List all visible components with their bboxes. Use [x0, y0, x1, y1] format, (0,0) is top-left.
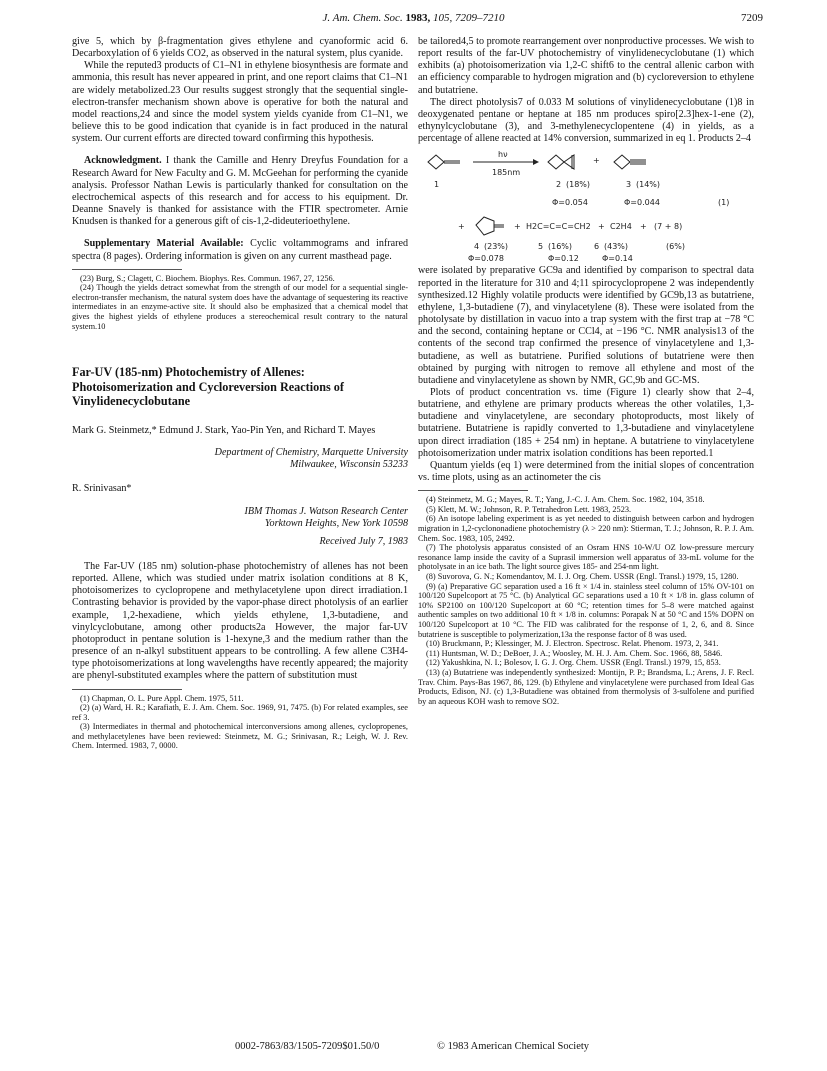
author-2: R. Srinivasan* — [72, 483, 132, 495]
structure-1 — [428, 155, 460, 169]
arrow-head — [533, 159, 539, 165]
ethylene-formula: C2H4 — [610, 222, 632, 232]
article-title: Far-UV (185-nm) Photochemistry of Allenes: Photoisomerization and Cycloreversion Reactions of Vinylidenecyclobutane — [72, 365, 344, 409]
paragraph: While the reputed3 products of C1–N1 in ethylene biosynthesis are formate and ammonia, this result has never appeared in print, and one report claims that C1–N1 are widely metabolized.23 Our results suggest strongly that the sequential single-electron-transfer mechanism shown above is operative for both the natural and model reactions,24 and since the model system yields cyanide from C1–N1, we believe this to be good indication that cyanide is in fact produced in the natural system. Our current efforts are directed toward confirming this hypothesis. — [72, 60, 408, 145]
footnote: (5) Klett, M. W.; Johnson, R. P. Tetrahedron Lett. 1983, 2523. — [426, 504, 632, 514]
plus-sign: + — [598, 222, 605, 232]
plus-sign: + — [458, 222, 465, 232]
plus-sign: + — [514, 222, 521, 232]
footnote: (7) The photolysis apparatus consisted of an Osram HNS 10-W/U OZ low-pressure mercury resonance lamp inside the cavity of a Suprasil immersion well apparatus of 33-mL volume for the photolysate in an ice bath. The light source gives 185- and 254-nm light. — [418, 543, 754, 572]
yield-7-8: (6%) — [666, 242, 685, 252]
phi-5: Φ=0.12 — [548, 254, 579, 264]
plus-sign: + — [593, 156, 600, 166]
label-2: 2 — [556, 180, 562, 190]
label-3: 3 — [626, 180, 632, 190]
supplementary-body: Cyclic voltammograms and infrared spectra (8 pages). Ordering information is given on any current masthead page. — [72, 238, 408, 262]
footnote: (13) (a) Butatriene was independently synthesized: Montijn, P. P.; Brandsma, L.; Arens, J. F. Recl. Trav. Chim. Pays-Bas 1967, 86, 129. (b) Ethylene and vinylacetylene were purchased from Ideal Gas Products, Edison, NJ. (c) 1,3-Butadiene was obtained from thermolysis of 3-sulfolene and purified by an aqueous KOH wash to remove SO2. — [418, 667, 754, 706]
structure-3 — [614, 155, 646, 169]
journal-citation: J. Am. Chem. Soc. 1983, 105, 7209–7210 — [322, 12, 505, 24]
article-code: 0002-7863/83/1505-7209$01.50/0 — [235, 1041, 380, 1052]
reaction-scheme — [418, 149, 754, 263]
paragraph: be tailored4,5 to promote rearrangement over nonproductive processes. We wish to report results of the far-UV photochemistry of vinylidenecyclobutane (1) which exhibits (a) photoisomerization via 1,2-C shift6 to the central allenic carbon with an efficiency comparable to hydrogen migration and (b) cycloreversion to ethylene and butatriene. — [418, 36, 754, 96]
acknowledgment-heading: Acknowledgment. — [84, 155, 162, 167]
footnote: (12) Yakushkina, N. I.; Bolesov, I. G. J. Org. Chem. USSR (Engl. Transl.) 1979, 15, 853. — [426, 658, 721, 668]
footnote: (9) (a) Preparative GC separation used a 16 ft × 1/4 in. stainless steel column of 15% OV-101 on 100/120 Supelcoport at 75 °C. (b) Analytical GC separations used a 10 ft × 1/8 in. glass column of 10% SP2100 on 100/120 Supelcoport at 60 °C; retention times for 5–8 were matched against authentic samples on two additional 10 ft × 1/8 in. columns: Porapak N at 50 °C and 15% DOPN on 100/120 Supelcoport at 10 °C. The FID was calibrated for the response of 1, 2, 6, and 8. Since butatriene is susceptible to polymerization,13a the response factor of 8 was used. — [418, 581, 754, 639]
yield-2: (18%) — [566, 180, 591, 190]
footnotes-bottom — [72, 694, 408, 752]
hv-label: hν — [498, 150, 508, 160]
footnote: (8) Suvorova, G. N.; Komendantov, M. I. J. Org. Chem. USSR (Engl. Transl.) 1979, 15, 1280. — [426, 571, 739, 581]
received-date: Received July 7, 1983 — [319, 535, 408, 547]
page-number: 7209 — [741, 12, 763, 24]
supplementary-heading: Supplementary Material Available: — [84, 238, 244, 250]
yield-3: (14%) — [636, 180, 661, 190]
yield-5: (16%) — [548, 242, 573, 252]
acknowledgment-body: I thank the Camille and Henry Dreyfus Foundation for a Research Award for New Faculty and G. M. McGeehan for performing the cyanide analysis. Professor Nathan Lewis is particularly thanked for consultation on the electrochemical aspects of this research and for access to his equipment. Dr. Deanne Snavely is thanked for assistance with the FTIR spectrometer. Arnie Knudsen is thanked for a generous gift of cis-1,2-dideuterioethylene. — [72, 155, 408, 228]
footnote: (2) (a) Ward, H. R.; Karafiath, E. J. Am. Chem. Soc. 1969, 91, 7475. (b) For related examples, see ref 3. — [72, 703, 408, 722]
footnote: (6) An isotope labeling experiment is as yet needed to distinguish between carbon and hydrogen migration in 1,2-cyclononadiene photochemistry (λ > 220 nm): Stierman, T. J.; Johnson, R. P. J. Am. Chem. Soc. 1983, 105, 2492. — [418, 514, 754, 543]
label-7-8: (7 + 8) — [654, 222, 683, 232]
acknowledgment — [72, 155, 408, 228]
copyright: © 1983 American Chemical Society — [437, 1041, 590, 1052]
phi-2: Φ=0.054 — [552, 198, 588, 208]
supplementary-material — [72, 238, 408, 262]
affiliation-2: IBM Thomas J. Watson Research Center Yorktown Heights, New York 10598 — [244, 505, 408, 529]
structure-2 — [548, 155, 574, 169]
structure-4 — [476, 217, 504, 235]
footnote: (3) Intermediates in thermal and photochemical interconversions among allenes, cyclopropenes, and methylacetylenes have been reviewed: Steinmetz, M. G.; Srinivasan, R.; Leigh, W. J. Rev. Chem. Intermed. 1983, 7, 0000. — [72, 722, 408, 751]
label-1: 1 — [434, 180, 440, 190]
label-5: 5 — [538, 242, 544, 252]
paragraph: were isolated by preparative GC9a and identified by comparison to spectral data reported in the literature for 310 and 4;11 spirocyclopropene 2 was independently synthesized.12 Highly volatile products were identified by GC9b,13 as butatriene, ethylene, 1,3-butadiene (7), and vinylacetylene (8). These were isolated from the photolysate by distillation in vacuo into a trap system with the first trap at −78 °C and the second, containing heptane or CCl4, at −196 °C. NMR analysis13 of the contents of the second trap confirmed the presence of vinylacetylene and 1,3-butadiene, as well as butatriene. Purified solutions of butatriene were then obtained by purging with nitrogen to remove all ethylene and most of the butadiene and vinylacetylene as shown by NMR, GC,9b and GC-MS. — [418, 265, 754, 386]
authors: Mark G. Steinmetz,* Edmund J. Stark, Yao-Pin Yen, and Richard T. Mayes — [72, 424, 376, 436]
footnote: (24) Though the yields detract somewhat from the strength of our model for a sequential single-electron-transfer mechanism, the natural system does have the advantage of sequestering its reactive intermediates in an enzyme-active site. It should also be emphasized that a chemical model that gives the highest yields of ethylene produces a stereochemical result contrary to the natural system.10 — [72, 283, 408, 331]
label-4: 4 — [474, 242, 480, 252]
paragraph: Quantum yields (eq 1) were determined from the initial slopes of concentration vs. time plots, using as an actinometer the cis — [418, 459, 754, 484]
reaction-scheme-drawing — [418, 149, 754, 263]
right-column — [418, 36, 754, 706]
label-6: 6 — [594, 242, 600, 252]
paragraph: The Far-UV (185 nm) solution-phase photochemistry of allenes has not been reported. Allene, which was studied under matrix isolation conditions at 8 K, photoisomerizes to cyclopropene and methylacetylene upon direct irradiation.1 Contrasting behavior is provided by the vapor-phase direct photolysis of an earlier example, 1,2-hexadiene, which yields ethylene, 1,3-butadiene, and vinylcyclobutane, among other products2a However, the major far-UV photoproduct in pentane solution is 1-hexyne,3 and the medium rather than the presence of an n-alkyl substituent appears to be controlling. A few allene C3H4-type photoisomerizations at long wavelengths have recently appeared; the majority are phenyl-substituted examples where the pattern of substitution must — [72, 560, 408, 682]
paragraph: give 5, which by β-fragmentation gives ethylene and cyanoformic acid 6. Decarboxylation of 6 yields CO2, as observed in the natural system, plus cyanide. — [72, 36, 408, 60]
footnote-rule — [72, 269, 182, 270]
phi-4: Φ=0.078 — [468, 254, 504, 264]
footnote: (11) Huntsman, W. D.; DeBoer, J. A.; Woosley, M. H. J. Am. Chem. Soc. 1966, 88, 5846. — [426, 648, 723, 658]
footnote: (4) Steinmetz, M. G.; Mayes, R. T.; Yang, J.-C. J. Am. Chem. Soc. 1982, 104, 3518. — [426, 495, 705, 505]
footnote: (1) Chapman, O. L. Pure Appl. Chem. 1975, 511. — [80, 693, 244, 703]
plus-sign: + — [640, 222, 647, 232]
paragraph: Plots of product concentration vs. time (Figure 1) clearly show that 2–4, butatriene, and ethylene are primary products whereas the other volatiles, 1,3-butadiene and vinylacetylene, are secondary photoproducts, most likely of butatriene. Butatriene is rapidly converted to 1,3-butadiene and vinylacetylene upon direct irradiation (185 + 254 nm) in heptane. A butatriene to vinylacetylene photoisomerization under matrix isolation conditions has been reported.1 — [418, 386, 754, 459]
phi-6: Φ=0.14 — [602, 254, 633, 264]
footnote: (23) Burg, S.; Clagett, C. Biochem. Biophys. Res. Commun. 1967, 27, 1256. — [80, 273, 335, 283]
footnotes-right — [418, 495, 754, 706]
footnote: (10) Bruckmann, P.; Klessinger, M. J. Electron. Spectrosc. Relat. Phenom. 1973, 2, 341. — [426, 639, 719, 649]
yield-4: (23%) — [484, 242, 509, 252]
wavelength-label: 185nm — [492, 168, 521, 178]
paragraph: The direct photolysis7 of 0.033 M solutions of vinylidenecyclobutane (1)8 in deoxygenated pentane or heptane at 185 nm produces spiro[2.3]hex-1-ene (2), ethynylcyclobutane (3), and 3-methylenecyclopentene (4) in yields, as a percentage of allene reacted at 14% conversion, summarized in eq 1. Products 2–4 — [418, 96, 754, 145]
phi-3: Φ=0.044 — [624, 198, 660, 208]
yield-6: (43%) — [604, 242, 629, 252]
affiliation-1: Department of Chemistry, Marquette University Milwaukee, Wisconsin 53233 — [214, 446, 408, 471]
footnote-rule — [72, 689, 182, 690]
butatriene-formula: H2C=C=C=CH2 — [526, 222, 591, 232]
left-column — [72, 36, 408, 751]
equation-number: (1) — [718, 198, 730, 208]
footnote-rule — [418, 490, 528, 491]
footnotes-top — [72, 274, 408, 332]
